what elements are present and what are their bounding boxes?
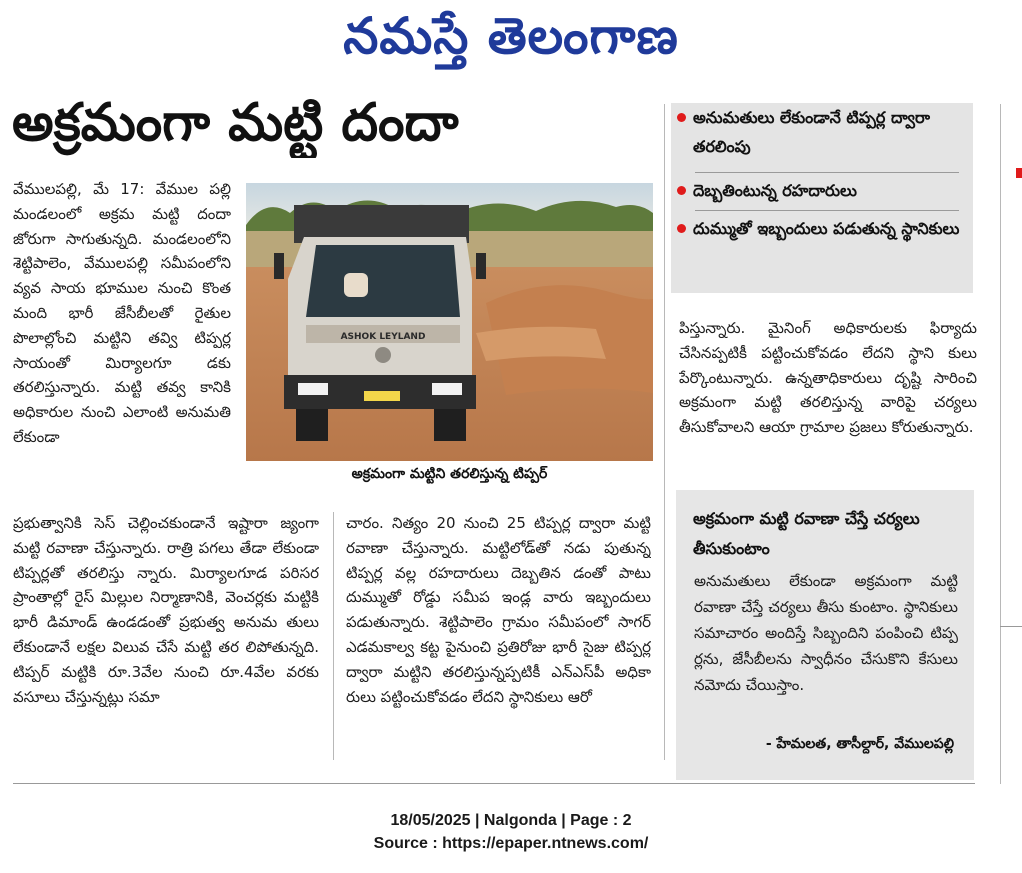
article-column-4-text: పిస్తున్నారు. మైనింగ్ అధికారులకు ఫిర్యాదు చేసినప్పటికీ పట్టించుకోవడం లేదని స్థాని కులు పేర్కొంటున్నారు. ఉన్నతాధికారులు దృష్టి సారించి అక్రమంగా మట్టి తరలిస్తున్న వారిపై చర్యలు తీసుకోవాలని ఆయా గ్రామాల ప్రజలు కోరుతున్నారు. (679, 319, 977, 437)
bullet-dot-icon (677, 113, 686, 122)
page-edge-divider (1000, 626, 1022, 627)
article-lead-paragraph: వేములపల్లి, మే 17: వేముల పల్లి మండలంలో అక్రమ మట్టి దందా జోరుగా సాగుతున్నది. మండలంలోని శెట్టిపాలెం, వేములపల్లి సమీపంలోని వ్యవ సాయ భూముల నుంచి కొంత మంది భారీ జేసీబీలతో రైతుల పొలాల్లోంచి మట్టిని తవ్వి టిప్పర్ల సాయంతో మిర్యాలగూ డకు తరలిస్తున్నారు. మట్టి తవ్వ కానికి అధికారుల నుంచి ఎలాంటి అనుమతి లేకుండా (13, 180, 231, 446)
column-divider (664, 104, 665, 760)
source-link[interactable]: Source : https://epaper.ntnews.com/ (373, 835, 649, 852)
article-headline: అక్రమంగా మట్టి దందా (12, 93, 459, 153)
column-divider (333, 512, 334, 760)
article-photo (246, 183, 653, 461)
highlight-text: దుమ్ముతో ఇబ్బందులు పడుతున్న స్థానికులు (693, 219, 960, 238)
highlight-divider (695, 210, 959, 211)
article-column-3-text: చారం. నిత్యం 20 నుంచి 25 టిప్పర్ల ద్వారా మట్టి రవాణా చేస్తున్నారు. మట్టిలోడ్‌తో నడు పుతున్న టిప్పర్ల వల్ల రహదారులు దెబ్బతిన డంతో పాటు దుమ్ముతో రోడ్డు సమీప ఇండ్ల వారు ఇబ్బందులు పడుతున్నారు. శెట్టిపాలెం గ్రామం సమీపంలో సాగర్ ఎడమకాల్వ కట్ట పైనుంచి ప్రతిరోజు భారీ సైజు టిప్పర్ల ద్వారా మట్టిని తరలిస్తున్నప్పటికీ ఎన్‌ఎస్‌పీ అధికా రులు పట్టించుకోవడం లేదని స్థానికులు ఆరో (346, 514, 651, 706)
highlights-box (671, 103, 973, 293)
adjacent-bullet-icon (1016, 168, 1022, 178)
bullet-dot-icon (677, 186, 686, 195)
masthead-title: నమస్తే తెలంగాణ (343, 6, 679, 65)
quote-attribution: - హేమలత, తాసీల్దార్, వేములపల్లి (765, 736, 954, 752)
tahsildar-quote-box (676, 490, 974, 780)
article-column-2-text: ప్రభుత్వానికి సెస్ చెల్లించకుండానే ఇష్టారా జ్యంగా మట్టి రవాణా చేస్తున్నారు. రాత్రి పగలు తేడా లేకుండా టిప్పర్లతో తరలిస్తు న్నారు. మిర్యాలగూడ పరిసర ప్రాంతాల్లో రైస్ మిల్లుల నిర్మాణానికి, వెంచర్లకు మట్టికి భారీ డిమాండ్ ఉండడంతో ప్రభుత్వ అనుమ తులు లేకుండానే లక్షల విలువ చేసే మట్టి తర లిపోతున్నది. టిప్పర్ మట్టికి రూ.3వేల నుంచి రూ.4వేల వరకు వసూలు చేస్తున్నట్లు సమా (13, 514, 319, 706)
highlight-item (693, 103, 963, 161)
truck-brand-label: ASHOK LEYLAND (340, 332, 426, 342)
photo-caption: అక్రమంగా మట్టిని తరలిస్తున్న టిప్పర్ (351, 466, 548, 482)
quote-text: అనుమతులు లేకుండా అక్రమంగా మట్టి రవాణా చేస్తే చర్యలు తీసు కుంటాం. స్థానికులు సమాచారం అందిస్తే సిబ్బందిని పంపించి టిప్ప ర్లను, జేసీబీలను స్వాధీనం చేసుకొని కేసులు నమోదు చేయిస్తాం. (694, 572, 958, 694)
highlight-item (693, 214, 963, 243)
highlight-text: దెబ్బతింటున్న రహదారులు (693, 181, 857, 200)
article-column-3 (346, 511, 651, 763)
article-column-4 (679, 316, 977, 476)
highlight-divider (695, 172, 959, 173)
tipper-truck-image (246, 183, 653, 461)
quote-text-block (694, 568, 958, 698)
article-bottom-rule (13, 783, 975, 784)
highlight-item (693, 176, 963, 205)
quote-heading: అక్రమంగా మట్టి రవాణా చేస్తే చర్యలు తీసుకుంటాం (693, 509, 920, 558)
highlight-text: అనుమతులు లేకుండానే టిప్పర్ల ద్వారా తరలింపు (693, 108, 930, 156)
page-edge-divider (1000, 104, 1001, 784)
edition-info: 18/05/2025 | Nalgonda | Page : 2 (390, 812, 632, 829)
article-lead-column (13, 177, 231, 514)
article-column-2 (13, 511, 319, 763)
bullet-dot-icon (677, 224, 686, 233)
